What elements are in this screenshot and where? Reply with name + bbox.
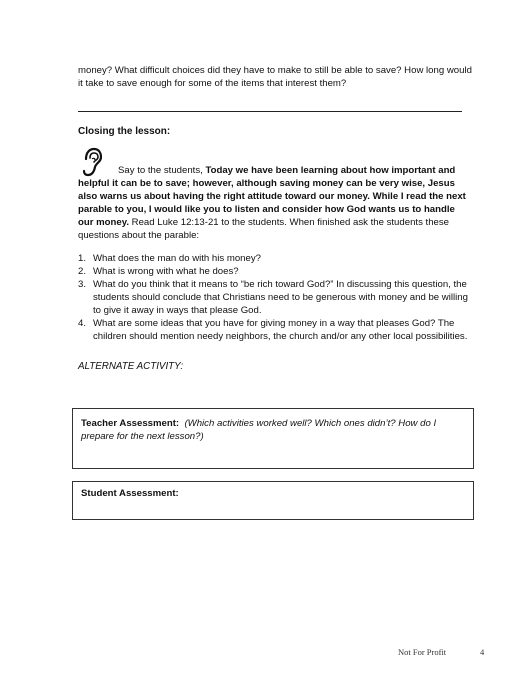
list-item: 1. What does the man do with his money? [78,253,261,264]
discussion-questions [78,252,478,343]
teacher-assessment-hint: (Which activities worked well? Which ones didn’t? How do I prepare for the next lesson?) [81,418,437,442]
closing-heading: Closing the lesson: [78,126,171,137]
student-assessment-label: Student Assessment: [81,488,179,499]
teacher-assessment-box [72,408,474,469]
alternate-activity-heading: ALTERNATE ACTIVITY: [78,361,184,372]
list-item: 3. What do you think that it means to “be rich toward God?” In discussing this question, the students should conclude that Christians need to be generous with money and be willing to give it away in ways that please God. [78,279,468,316]
section-divider [78,111,462,112]
footer-text: Not For Profit [398,647,447,657]
intro-paragraph: money? What difficult choices did they have to make to still be able to save? How long would it take to save enough for some of the items that interest them? [78,65,472,89]
say-script: Today we have been learning about how important and helpful it can be to save; however, although saving money can be very wise, Jesus also warns us about having the right attitude toward our money. While I read the next parable to you, I would like you to listen and consider how God wants us to handle our money. [78,165,466,228]
student-assessment-box [72,481,474,520]
list-item: 2. What is wrong with what he does? [78,266,239,277]
say-prefix: Say to the students, [118,165,206,176]
page-number: 4 [480,647,485,657]
teacher-assessment-label: Teacher Assessment: [81,418,180,429]
say-suffix: Read Luke 12:13-21 to the students. When finished ask the students these questions about the parable: [78,217,449,241]
list-item: 4. What are some ideas that you have for giving money in a way that pleases God? The children should mention needy neighbors, the church and/or any other local possibilities. [78,318,468,342]
closing-instructions [78,164,468,242]
